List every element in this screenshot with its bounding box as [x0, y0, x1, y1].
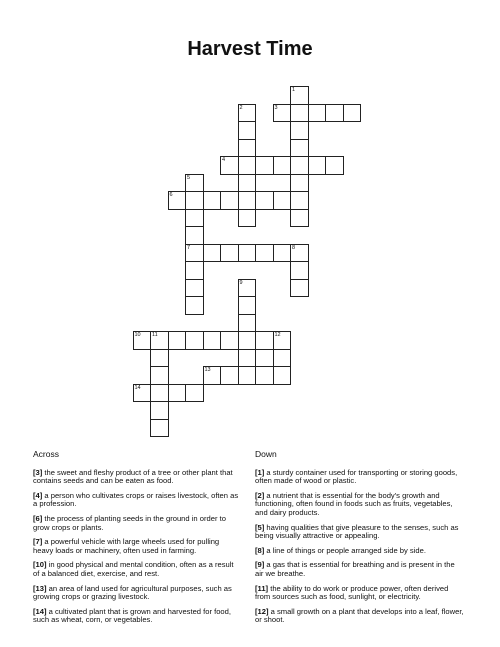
grid-cell[interactable]	[238, 366, 257, 385]
grid-cell[interactable]	[150, 401, 169, 420]
grid-cell[interactable]	[273, 191, 292, 210]
across-clue	[33, 538, 241, 555]
down-clues	[255, 450, 465, 631]
down-clue	[255, 547, 465, 556]
grid-cell[interactable]	[203, 191, 222, 210]
grid-cell[interactable]	[238, 279, 257, 298]
grid-cell[interactable]	[185, 296, 204, 315]
grid-cell[interactable]	[273, 156, 292, 175]
grid-cell[interactable]	[150, 419, 169, 438]
grid-cell[interactable]	[220, 156, 239, 175]
clue-text: a sturdy container used for transporting or storing goods, often made of wood or plastic.	[255, 467, 458, 486]
grid-cell[interactable]	[150, 384, 169, 403]
grid-cell[interactable]	[185, 244, 204, 263]
clue-number-label: [11]	[255, 583, 269, 593]
grid-cell[interactable]	[238, 156, 257, 175]
clue-text: a cultivated plant that is grown and harvested for food, such as wheat, corn, or vegetables.	[33, 606, 231, 625]
grid-cell[interactable]	[168, 384, 187, 403]
clue-number-label: [1]	[255, 467, 265, 477]
grid-cell[interactable]	[168, 191, 187, 210]
grid-cell[interactable]	[255, 331, 274, 350]
grid-cell[interactable]	[203, 366, 222, 385]
clue-text: a line of things or people arranged side by side.	[264, 545, 426, 555]
across-clue	[33, 561, 241, 578]
grid-cell[interactable]	[255, 244, 274, 263]
grid-cell[interactable]	[238, 191, 257, 210]
clue-number-label: [14]	[33, 606, 47, 616]
across-clue	[33, 585, 241, 602]
clue-number: 1	[292, 87, 296, 93]
clue-number-label: [10]	[33, 560, 47, 570]
grid-cell[interactable]	[273, 104, 292, 123]
grid-cell[interactable]	[238, 349, 257, 368]
grid-cell[interactable]	[308, 156, 327, 175]
grid-cell[interactable]	[150, 331, 169, 350]
grid-cell[interactable]	[290, 104, 309, 123]
grid-cell[interactable]	[325, 156, 344, 175]
across-clue	[33, 492, 241, 509]
grid-cell[interactable]	[203, 331, 222, 350]
grid-cell[interactable]	[185, 226, 204, 245]
down-clue	[255, 561, 465, 578]
grid-cell[interactable]	[290, 191, 309, 210]
grid-cell[interactable]	[220, 366, 239, 385]
grid-cell[interactable]	[185, 174, 204, 193]
grid-cell[interactable]	[185, 191, 204, 210]
clue-number: 4	[222, 157, 226, 163]
grid-cell[interactable]	[238, 209, 257, 228]
grid-cell[interactable]	[133, 384, 152, 403]
clue-number-label: [2]	[255, 490, 265, 500]
clue-number-label: [5]	[255, 522, 265, 532]
clue-number: 8	[292, 244, 296, 251]
clue-number-label: [7]	[33, 537, 43, 547]
clue-number-label: [6]	[33, 513, 43, 523]
clue-number: 7	[187, 244, 191, 251]
grid-cell[interactable]	[325, 104, 344, 123]
down-heading: Down	[255, 449, 277, 459]
grid-cell[interactable]	[238, 296, 257, 315]
grid-cell[interactable]	[185, 279, 204, 298]
grid-cell[interactable]	[150, 366, 169, 385]
grid-cell[interactable]	[220, 244, 239, 263]
down-clue	[255, 469, 465, 486]
grid-cell[interactable]	[238, 174, 257, 193]
clue-number: 10	[134, 332, 141, 338]
clue-number: 6	[169, 192, 173, 198]
clue-number-label: [3]	[33, 467, 43, 477]
across-clue	[33, 515, 241, 532]
grid-cell[interactable]	[238, 139, 257, 158]
clue-text: having qualities that give pleasure to the senses, such as being visually attractive or appealing.	[255, 522, 459, 541]
clue-text: the sweet and fleshy product of a tree or other plant that contains seeds and can be eaten as food.	[33, 467, 233, 486]
grid-cell[interactable]	[238, 121, 257, 140]
grid-cell[interactable]	[290, 261, 309, 280]
clue-text: a nutrient that is essential for the body's growth and functioning, often found in foods such as fruits, vegetables, and dairy products.	[255, 490, 453, 517]
across-clue	[33, 608, 241, 625]
clue-number: 2	[239, 104, 243, 111]
clue-number-label: [4]	[33, 490, 43, 500]
clue-number: 5	[187, 174, 191, 181]
clue-number: 9	[239, 279, 243, 286]
grid-cell[interactable]	[133, 331, 152, 350]
clue-number-label: [12]	[255, 606, 269, 616]
grid-cell[interactable]	[290, 156, 309, 175]
grid-cell[interactable]	[185, 261, 204, 280]
clue-number: 13	[204, 367, 211, 373]
grid-cell[interactable]	[185, 384, 204, 403]
grid-cell[interactable]	[255, 191, 274, 210]
clue-text: the process of planting seeds in the ground in order to grow crops or plants.	[33, 513, 226, 532]
grid-cell[interactable]	[290, 244, 309, 263]
grid-cell[interactable]	[238, 331, 257, 350]
grid-cell[interactable]	[203, 244, 222, 263]
clue-text: in good physical and mental condition, often as a result of a balanced diet, exercise, and rest.	[33, 560, 234, 578]
grid-cell[interactable]	[238, 314, 257, 333]
clue-text: the ability to do work or produce power, often derived from sources such as food, sunlight, or electricity.	[255, 583, 449, 602]
clue-text: a small growth on a plant that develops into a leaf, flower, or shoot.	[255, 606, 464, 625]
grid-cell[interactable]	[343, 104, 362, 123]
grid-cell[interactable]	[168, 331, 187, 350]
across-clue	[33, 469, 241, 486]
down-clue	[255, 524, 465, 541]
across-heading: Across	[33, 449, 59, 459]
grid-cell[interactable]	[150, 349, 169, 368]
grid-cell[interactable]	[290, 209, 309, 228]
across-clues	[33, 450, 241, 631]
clue-number: 14	[134, 384, 141, 391]
down-clue	[255, 608, 465, 625]
clue-number-label: [9]	[255, 560, 265, 570]
down-clue	[255, 585, 465, 602]
puzzle-title: Harvest Time	[187, 38, 313, 60]
grid-cell[interactable]	[290, 174, 309, 193]
grid-cell[interactable]	[220, 191, 239, 210]
grid-cell[interactable]	[185, 331, 204, 350]
clue-number: 11	[152, 332, 158, 338]
clue-text: an area of land used for agricultural purposes, such as growing crops or grazing livestock.	[33, 583, 232, 602]
grid-cell[interactable]	[290, 121, 309, 140]
grid-cell[interactable]	[308, 104, 327, 123]
clue-text: a person who cultivates crops or raises livestock, often as a profession.	[33, 490, 239, 509]
clue-text: a powerful vehicle with large wheels used for pulling heavy loads or machinery, often used in farming.	[33, 537, 220, 555]
clue-number: 12	[274, 332, 281, 338]
grid-cell[interactable]	[238, 104, 257, 123]
grid-cell[interactable]	[273, 366, 292, 385]
grid-cell[interactable]	[290, 139, 309, 158]
grid-cell[interactable]	[290, 279, 309, 298]
grid-cell[interactable]	[273, 244, 292, 263]
grid-cell[interactable]	[273, 349, 292, 368]
grid-cell[interactable]	[255, 366, 274, 385]
grid-cell[interactable]	[238, 244, 257, 263]
grid-cell[interactable]	[273, 331, 292, 350]
grid-cell[interactable]	[185, 209, 204, 228]
grid-cell[interactable]	[220, 331, 239, 350]
clue-number: 3	[274, 104, 278, 111]
grid-cell[interactable]	[255, 156, 274, 175]
grid-cell[interactable]	[290, 86, 309, 105]
clue-number-label: [8]	[255, 545, 265, 555]
clue-text: a gas that is essential for breathing and is present in the air we breathe.	[255, 560, 455, 578]
down-clue	[255, 492, 465, 518]
clue-number-label: [13]	[33, 583, 47, 593]
